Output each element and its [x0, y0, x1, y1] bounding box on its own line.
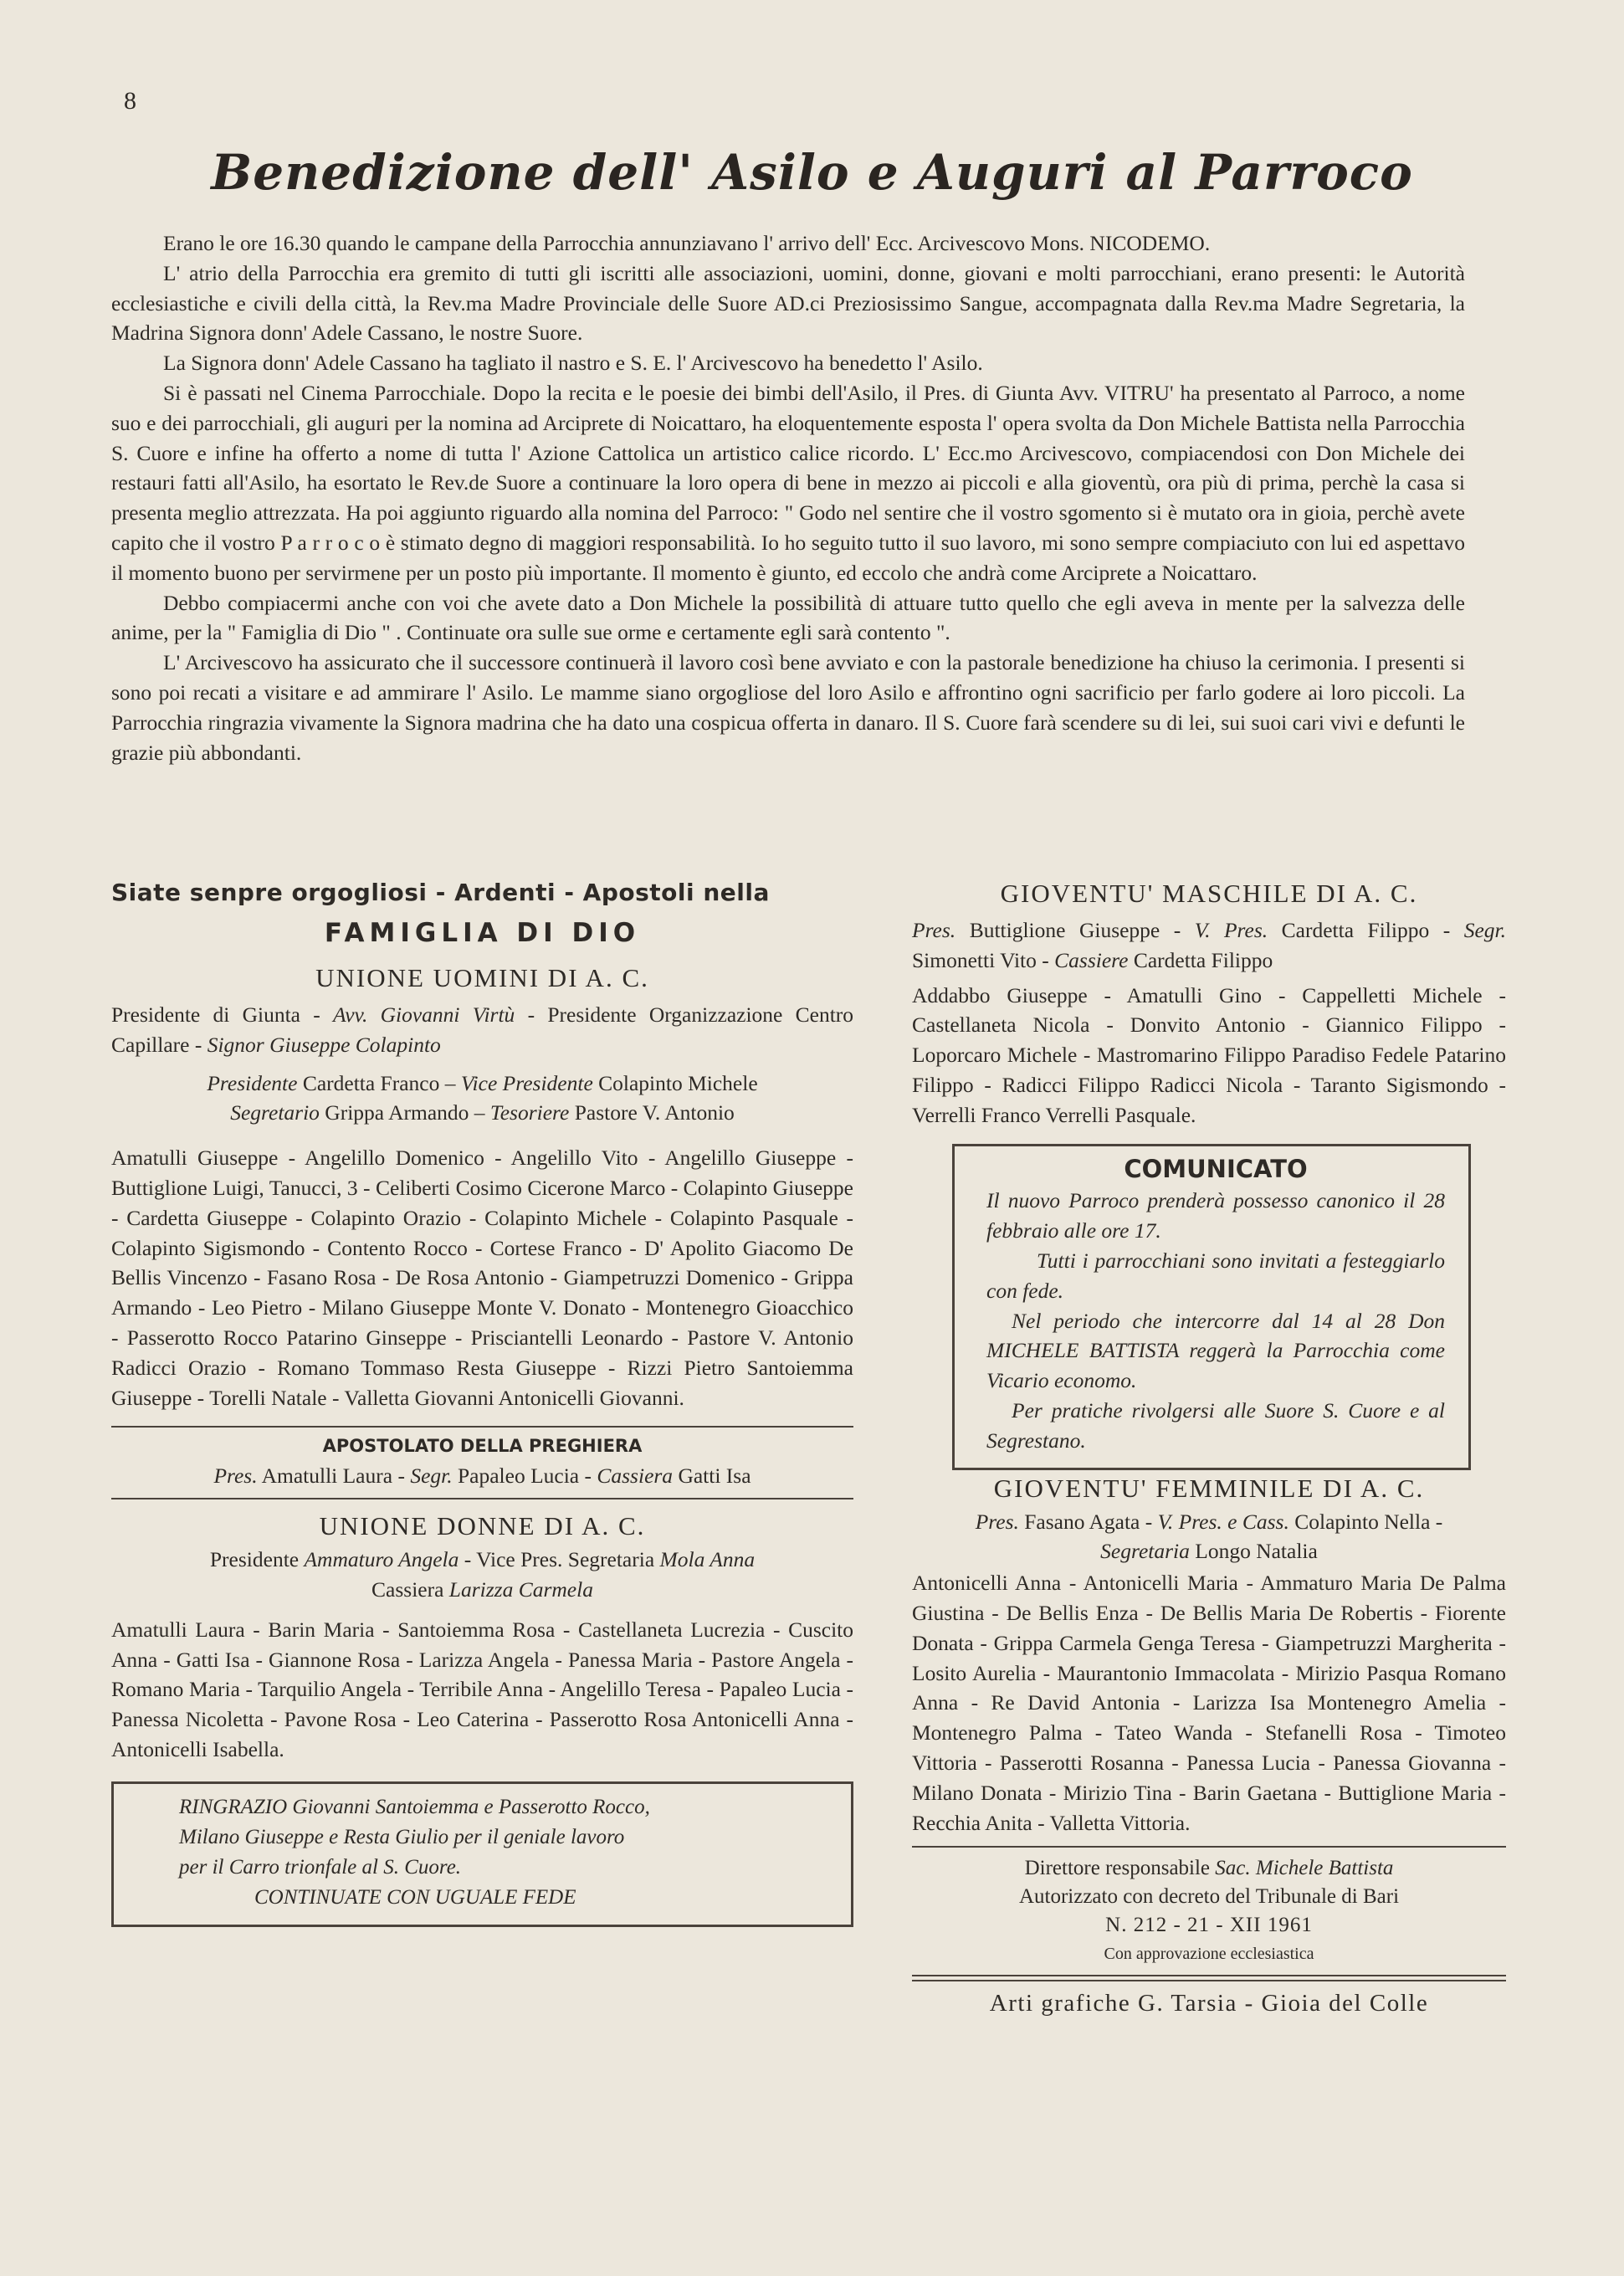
- label: Direttore responsabile: [1024, 1857, 1211, 1880]
- maschile-officers: [912, 915, 1506, 976]
- label: Presidente di Giunta -: [111, 1002, 320, 1027]
- ringrazio-line: Milano Giuseppe e Resta Giulio per il geniale lavoro: [179, 1825, 625, 1848]
- femminile-officers: [912, 1507, 1506, 1567]
- name: Sac. Michele Battista: [1215, 1857, 1394, 1880]
- article-paragraph: Si è passati nel Cinema Parrocchiale. Dopo la recita e le poesie dei bimbi dell'Asilo, il Pres. di Giunta Avv. VITRU' ha presentato al Parroco, a nome suo e dei parrocchiali, gli auguri per la nomina ad Arciprete di Noicattaro, ha eloquentemente esposta l' opera svolta da Don Michele Battista nella Parrocchia S. Cuore e infine ha offerto a nome di tutta l' Azione Cattolica un artistico calice ricordo. L' Ecc.mo Arcivescovo, compiacendosi con Don Michele dei restauri fatti all'Asilo, ha esortato le Rev.de Suore a continuare la loro opera di bene in mezzo ai piccoli e alla gioventù, ora più di prima, perchè la casa si presenta meglio attrezzata. Ha poi aggiunto riguardo alla nomina del Parroco: " Godo nel sentire che il vostro sgomento si è mutato ora in gioia, perchè avete capito che il vostro P a r r o c o è stimato degno di maggiori responsabilità. Io ho seguito tutto il suo lavoro, mi sono sempre compiaciuto con lui ed aspettavo il momento buono per servirmene per un posto più importante. Il momento è giunto, ed eccolo che andrà come Arciprete a Noicattaro.: [111, 380, 1465, 585]
- slogan-famiglia: FAMIGLIA DI DIO: [324, 918, 641, 948]
- name: Mola Anna: [659, 1547, 756, 1572]
- unione-donne-title: UNIONE DONNE DI A. C.: [319, 1511, 646, 1541]
- label: Pres.: [975, 1509, 1019, 1534]
- page-number: 8: [124, 87, 136, 115]
- label: V. Pres.: [1194, 918, 1268, 942]
- ringrazio-box: [111, 1781, 853, 1927]
- label: Segretario: [230, 1100, 320, 1125]
- comunicato-paragraph: Nel periodo che intercorre dal 14 al 28 Don MICHELE BATTISTA reggerà la Parrocchia come Vicario economo.: [986, 1308, 1445, 1393]
- slogan: Siate senpre orgogliosi - Ardenti - Apostoli nella: [111, 879, 770, 906]
- name: Amatulli Laura -: [261, 1464, 405, 1489]
- donne-officers: [111, 1545, 853, 1605]
- label: Vice Presidente: [460, 1070, 593, 1095]
- name: Ammaturo Angela: [304, 1547, 459, 1572]
- name: Papaleo Lucia -: [457, 1464, 592, 1489]
- name: Buttiglione Giuseppe -: [969, 918, 1181, 942]
- label: Pres.: [912, 918, 956, 942]
- divider: [912, 1846, 1506, 1848]
- label: Pres.: [213, 1464, 258, 1489]
- colophon-autorizzato: Autorizzato con decreto del Tribunale di Bari: [1018, 1885, 1400, 1909]
- name: Larizza Carmela: [448, 1576, 593, 1602]
- name: Pastore V. Antonio: [574, 1100, 735, 1125]
- ringrazio-line: RINGRAZIO Giovanni Santoiemma e Passerotto Rocco,: [179, 1795, 650, 1818]
- label: Presidente: [209, 1547, 300, 1572]
- divider: [912, 1975, 1506, 1976]
- label: Cassiera: [371, 1576, 444, 1602]
- left-column: [111, 879, 853, 1927]
- comunicato-paragraph: Per pratiche rivolgersi alle Suore S. Cuore e al Segrestano.: [986, 1397, 1445, 1453]
- article-paragraph: L' Arcivescovo ha assicurato che il successore continuerà il lavoro così bene avviato e con la pastorale benedizione ha chiuso la cerimonia. I presenti si sono poi recati a visitare e ad ammirare l' Asilo. Le mamme siano orgogliose del loro Asilo e affrontino ogni sacrificio per farlo godere ai loro piccoli. La Parrocchia ringrazia vivamente la Signora madrina che ha dato una cospicua offerta in danaro. Il S. Cuore farà scendere su di lei, sui suoi cari vivi e defunti le grazie più abbondanti.: [111, 650, 1465, 765]
- name: Longo Natalia: [1195, 1539, 1318, 1564]
- label: Cassiera: [597, 1464, 674, 1489]
- name: Simonetti Vito -: [912, 947, 1049, 972]
- donne-members: Amatulli Laura - Barin Maria - Santoiemma Rosa - Castellaneta Lucrezia - Cuscito Anna - Gatti Isa - Giannone Rosa - Larizza Angela - Panessa Maria - Pastore Angela - Romano Maria - Tarquilio Angela - Terribile Anna - Angelillo Teresa - Papaleo Lucia - Panessa Nicoletta - Pavone Rosa - Leo Caterina - Passerotto Rosa Antonicelli Anna - Antonicelli Isabella.: [111, 1617, 853, 1761]
- uomini-board: Presidente Cardetta Franco – Vice Presidente Colapinto Michele Segretario Grippa Armando – Tesoriere Pastore V. Antonio: [207, 1070, 758, 1125]
- label: Tesoriere: [489, 1100, 570, 1125]
- apostolato-title: APOSTOLATO DELLA PREGHIERA: [322, 1436, 643, 1457]
- article-paragraph: Erano le ore 16.30 quando le campane della Parrocchia annunziavano l' arrivo dell' Ecc. Arcivescovo Mons. NICODEMO.: [163, 231, 1211, 255]
- comunicato-paragraph: Il nuovo Parroco prenderà possesso canonico il 28 febbraio alle ore 17.: [986, 1188, 1445, 1243]
- label: Segr.: [1463, 918, 1507, 942]
- gioventu-femminile-title: GIOVENTU' FEMMINILE DI A. C.: [993, 1473, 1425, 1503]
- article: [111, 228, 1465, 767]
- maschile-members: Addabbo Giuseppe - Amatulli Gino - Cappelletti Michele - Castellaneta Nicola - Donvito Antonio - Giannico Filippo - Loporcaro Michele - Mastromarino Filippo Paradiso Fedele Patarino Filippo - Radicci Filippo Radicci Nicola - Taranto Sigismondo - Verrelli Franco Verrelli Pasquale.: [912, 982, 1506, 1127]
- colophon-approvazione: Con approvazione ecclesiastica: [1104, 1945, 1314, 1964]
- name: Avv. Giovanni Virtù: [333, 1002, 515, 1027]
- label: - Presidente Organizzazione Centro Capillare -: [111, 1002, 854, 1057]
- name: Gatti Isa: [678, 1464, 751, 1489]
- femminile-members: Antonicelli Anna - Antonicelli Maria - Ammaturo Maria De Palma Giustina - De Bellis Enza - De Bellis Maria De Robertis - Fiorente Donata - Grippa Carmela Genga Teresa - Giampetruzzi Margherita - Losito Aurelia - Maurantonio Immacolata - Mirizio Pasqua Romano Anna - Re David Antonia - Larizza Isa Montenegro Amelia - Montenegro Palma - Tateo Wanda - Stefanelli Rosa - Timoteo Vittoria - Passerotti Rosanna - Panessa Lucia - Panessa Giovanna - Milano Donata - Mirizio Tina - Barin Gaetana - Buttiglione Maria - Recchia Anita - Valletta Vittoria.: [912, 1571, 1506, 1835]
- uomini-members: Amatulli Giuseppe - Angelillo Domenico - Angelillo Vito - Angelillo Giuseppe - Buttiglione Luigi, Tanucci, 3 - Celiberti Cosimo Cicerone Marco - Colapinto Giuseppe - Cardetta Giuseppe - Colapinto Orazio - Colapinto Michele - Colapinto Pasquale - Colapinto Sigismondo - Contento Rocco - Cortese Franco - D' Apolito Giacomo De Bellis Vincenzo - Fasano Rosa - De Rosa Antonio - Giampetruzzi Domenico - Grippa Armando - Leo Pietro - Milano Giuseppe Monte V. Donato - Montenegro Gioacchico - Passerotto Rocco Patarino Ginseppe - Prisciantelli Leonardo - Pastore V. Antonio Radicci Orazio - Romano Tommaso Resta Giuseppe - Rizzi Pietro Santoiemma Giuseppe - Torelli Natale - Valletta Giovanni Antonicelli Giovanni.: [111, 1146, 853, 1410]
- label: Segr.: [410, 1464, 453, 1489]
- label: - Vice Pres. Segretaria: [464, 1547, 655, 1572]
- unione-uomini-title: UNIONE UOMINI DI A. C.: [315, 963, 649, 992]
- label: Segretaria: [1100, 1539, 1190, 1564]
- article-paragraph: L' atrio della Parrocchia era gremito di tutti gli iscritti alle associazioni, uomini, donne, giovani e molti parrocchiani, erano presenti: le Autorità ecclesiastiche e civili della città, la Rev.ma Madre Provinciale delle Suore AD.ci Preziosissimo Sangue, accompagnata dalla Rev.ma Madre Segretaria, la Madrina Signora donn' Adele Cassano, le nostre Suore.: [111, 260, 1465, 346]
- comunicato-title: COMUNICATO: [1124, 1154, 1308, 1183]
- colophon: [912, 1854, 1506, 1968]
- comunicato-box: [952, 1144, 1471, 1470]
- right-column: [912, 879, 1506, 2017]
- gioventu-maschile-title: GIOVENTU' MASCHILE DI A. C.: [1000, 879, 1418, 908]
- divider: [111, 1426, 853, 1428]
- article-paragraph: Debbo compiacermi anche con voi che avete dato a Don Michele la possibilità di attuare tutto quello che egli aveva in mente per la salvezza delle anime, per la " Famiglia di Dio " . Continuate ora sulle sue orme e certamente egli sarà contento ".: [111, 590, 1465, 645]
- name: Cardetta Franco: [302, 1070, 440, 1095]
- name: Colapinto Michele: [598, 1070, 758, 1095]
- tipografia: Arti grafiche G. Tarsia - Gioia del Colle: [989, 1990, 1429, 2017]
- label: Cassiere: [1054, 947, 1129, 972]
- name: Colapinto Nella -: [1294, 1509, 1443, 1534]
- name: Grippa Armando: [325, 1100, 469, 1125]
- ringrazio-line: CONTINUATE CON UGUALE FEDE: [254, 1885, 576, 1909]
- name: Fasano Agata -: [1024, 1509, 1153, 1534]
- divider: [111, 1498, 853, 1499]
- name: Cardetta Filippo -: [1281, 918, 1451, 942]
- name: Signor Giuseppe Colapinto: [207, 1032, 441, 1057]
- colophon-direttore: [912, 1854, 1506, 1883]
- label: Presidente: [207, 1070, 298, 1095]
- apostolato-officers: [111, 1461, 853, 1491]
- ringrazio-line: per il Carro trionfale al S. Cuore.: [179, 1855, 462, 1879]
- uomini-officers: [111, 1000, 853, 1060]
- comunicato-paragraph: Tutti i parrocchiani sono invitati a festeggiarlo con fede.: [986, 1248, 1445, 1303]
- label: V. Pres. e Cass.: [1157, 1509, 1289, 1534]
- colophon-numero: N. 212 - 21 - XII 1961: [1105, 1914, 1313, 1937]
- name: Cardetta Filippo: [1133, 947, 1273, 972]
- headline: Benedizione dell' Asilo e Auguri al Parroco: [211, 144, 1413, 201]
- divider: [912, 1980, 1506, 1981]
- article-paragraph: La Signora donn' Adele Cassano ha tagliato il nastro e S. E. l' Arcivescovo ha benedetto l' Asilo.: [163, 351, 983, 376]
